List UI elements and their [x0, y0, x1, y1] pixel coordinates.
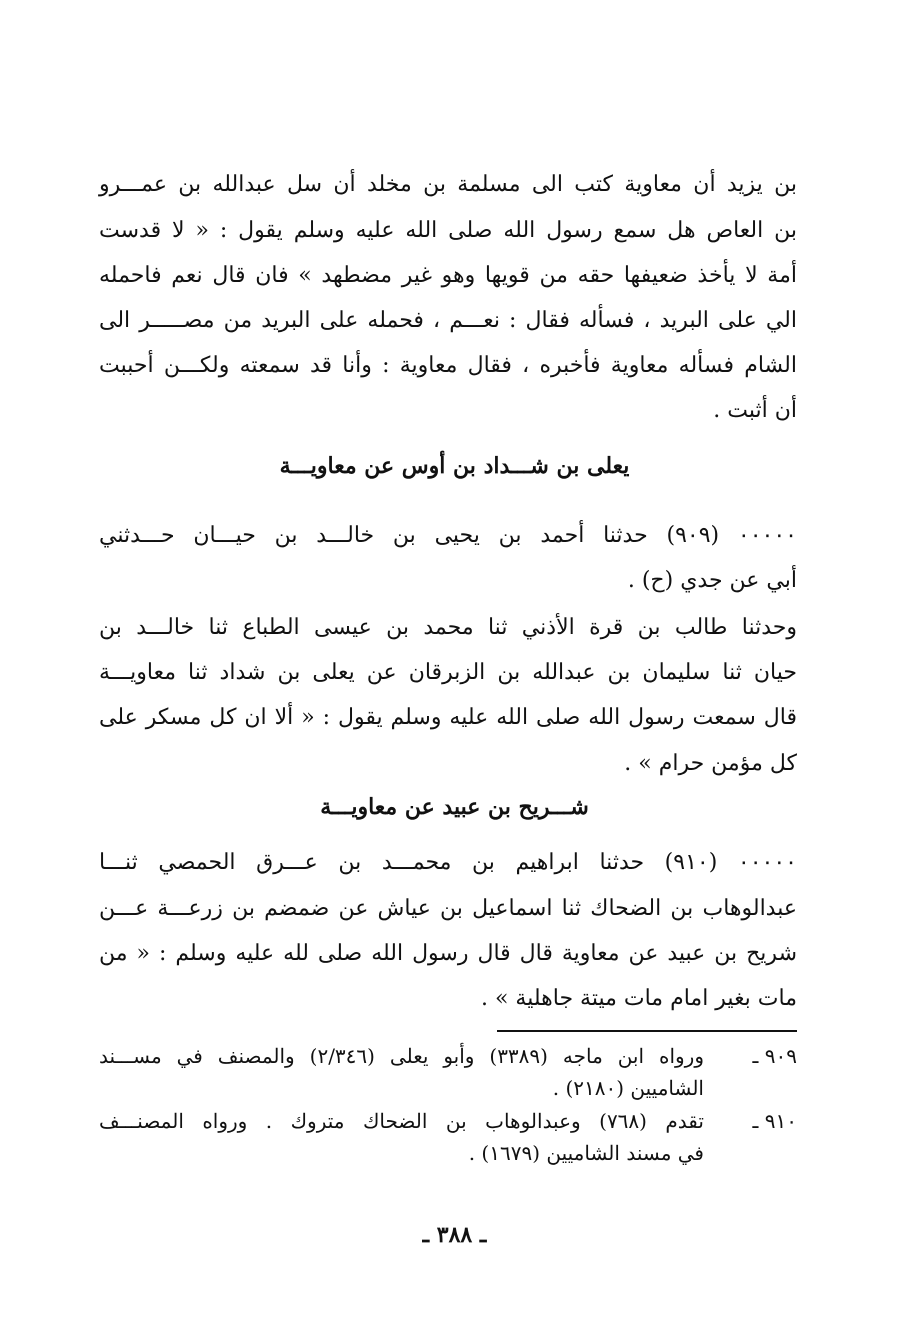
paragraph-1-line-2: بن العاص هل سمع رسول الله صلى الله عليه وسلم يقول : « لا قدست: [99, 218, 797, 243]
paragraph-4-line-2: عبدالوهاب بن الضحاك ثنا اسماعيل بن عياش عن ضمضم بن زرعـــة عـــن: [99, 896, 797, 921]
footnote-2-line-1: تقدم (٧٦٨) وعبدالوهاب بن الضحاك متروك . ورواه المصنـــف: [99, 1109, 704, 1133]
paragraph-4-line-1: ٠٠٠٠٠ (٩١٠) حدثنا ابراهيم بن محمـــد بن عـــرق الحمصي ثنـــا: [99, 850, 797, 875]
paragraph-4-line-4: مات بغير امام مات ميتة جاهلية » .: [480, 986, 797, 1011]
paragraph-3-line-2: حيان ثنا سليمان بن عبدالله بن الزبرقان عن يعلى بن شداد ثنا معاويـــة: [99, 660, 797, 685]
paragraph-1-line-1: بن يزيد أن معاوية كتب الى مسلمة بن مخلد أن سل عبدالله بن عمـــرو: [99, 172, 797, 197]
footnote-2-line-2: في مسند الشاميين (١٦٧٩) .: [468, 1141, 704, 1165]
paragraph-1-line-5: الشام فسأله معاوية فأخبره ، فقال معاوية : وأنا قد سمعته ولكـــن أحببت: [99, 353, 797, 378]
paragraph-4-line-3: شريح بن عبيد عن معاوية قال قال رسول الله صلى لله عليه وسلم : « من: [99, 941, 797, 966]
paragraph-1-line-6: أن أثبت .: [713, 398, 797, 423]
footnote-1-line-2: الشاميين (٢١٨٠) .: [552, 1076, 704, 1100]
paragraph-1-line-4: الي على البريد ، فسأله فقال : نعـــم ، فحمله على البريد من مصـــــر الى: [99, 308, 797, 333]
footnote-divider: [497, 1030, 797, 1032]
section-heading-1: يعلى بن شـــداد بن أوس عن معاويـــة: [279, 453, 630, 479]
paragraph-2-line-1: ٠٠٠٠٠ (٩٠٩) حدثنا أحمد بن يحيى بن خالـــد بن حيـــان حـــدثني: [99, 523, 797, 548]
page-number: ـ ٣٨٨ ـ: [422, 1222, 487, 1248]
paragraph-3-line-1: وحدثنا طالب بن قرة الأذني ثنا محمد بن عيسى الطباع ثنا خالـــد بن: [99, 615, 797, 640]
paragraph-2-line-2: أبي عن جدي (ح) .: [627, 568, 797, 593]
footnote-1-number: ٩٠٩ ـ: [752, 1044, 797, 1068]
paragraph-1-line-3: أمة لا يأخذ ضعيفها حقه من قويها وهو غير مضطهد » فان قال نعم فاحمله: [99, 263, 797, 288]
paragraph-3-line-4: كل مؤمن حرام » .: [624, 751, 797, 776]
section-heading-2: شـــريح بن عبيد عن معاويـــة: [320, 794, 589, 820]
footnote-1-line-1: ورواه ابن ماجه (٣٣٨٩) وأبو يعلى (٢/٣٤٦) والمصنف في مســـند: [99, 1044, 704, 1068]
paragraph-3-line-3: قال سمعت رسول الله صلى الله عليه وسلم يقول : « ألا ان كل مسكر على: [99, 705, 797, 730]
footnote-2-number: ٩١٠ ـ: [752, 1109, 797, 1133]
